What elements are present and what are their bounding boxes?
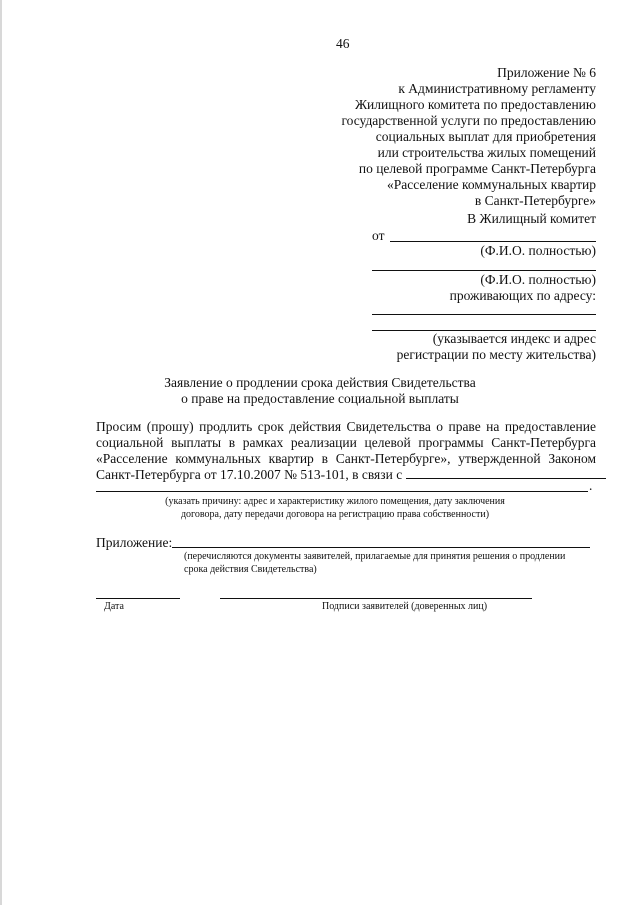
appendix-line: в Санкт-Петербурге» [474,193,596,208]
appendix-line: по целевой программе Санкт-Петербурга [358,161,596,176]
fio-hint: (Ф.И.О. полностью) [480,243,596,258]
reason-hint-line: договора, дату передачи договора на регистрацию права собственности) [180,509,490,520]
request-paragraph [96,419,596,483]
reason-field-2[interactable] [96,491,588,492]
date-field[interactable] [96,598,180,599]
appendix-line: к Административному регламенту [398,81,596,96]
document-title [150,375,490,407]
applicant-name-field[interactable] [390,241,596,242]
appendix-line: государственной услуги по предоставлению [341,113,596,128]
appendix-line: «Расселение коммунальных квартир [387,177,596,192]
address-hint-1: (указывается индекс и адрес [432,331,596,346]
scan-edge [0,0,2,905]
attachment-field[interactable] [172,547,590,548]
body-line: «Расселение коммунальных квартир в Санкт-Петербурге», утвержденной Законом [96,451,596,466]
residing-label: проживающих по адресу: [449,288,596,303]
attachment-hint-line: срока действия Свидетельства) [184,564,317,575]
date-label: Дата [104,601,124,612]
title-line: о праве на предоставление социальной выплаты [181,391,459,406]
appendix-line: или строительства жилых помещений [377,145,596,160]
attachment-label: Приложение: [96,535,173,550]
appendix-header [300,65,596,209]
fio-hint-2: (Ф.И.О. полностью) [480,272,596,287]
body-line: Санкт-Петербурга от 17.10.2007 № 513-101, в связи с [96,467,403,482]
address-hint-2: регистрации по месту жительства) [396,347,596,362]
appendix-line: Жилищного комитета по предоставлению [354,97,596,112]
reason-field[interactable] [406,478,606,479]
applicant-name-field-2[interactable] [372,270,596,271]
signatures-label: Подписи заявителей (доверенных лиц) [322,601,488,612]
attachment-hint-line: (перечисляются документы заявителей, прилагаемые для принятия решения о продлении [184,551,566,562]
body-line: Просим (прошу) продлить срок действия Свидетельства о праве на предоставление [96,419,596,434]
appendix-line: Приложение № 6 [497,65,596,80]
page-number: 46 [336,36,350,51]
from-label: от [372,228,385,243]
attachment-hint [184,550,604,576]
signatures-field[interactable] [220,598,532,599]
reason-period: . [589,478,593,493]
body-line: социальной выплаты в рамках реализации целевой программы Санкт-Петербурга [96,435,596,450]
reason-hint [120,495,550,521]
address-field-1[interactable] [372,314,596,315]
reason-hint-line: (указать причину: адрес и характеристику жилого помещения, дату заключения [165,496,505,507]
title-line: Заявление о продлении срока действия Свидетельства [164,375,476,390]
addressee-to: В Жилищный комитет [467,211,596,226]
appendix-line: социальных выплат для приобретения [375,129,596,144]
